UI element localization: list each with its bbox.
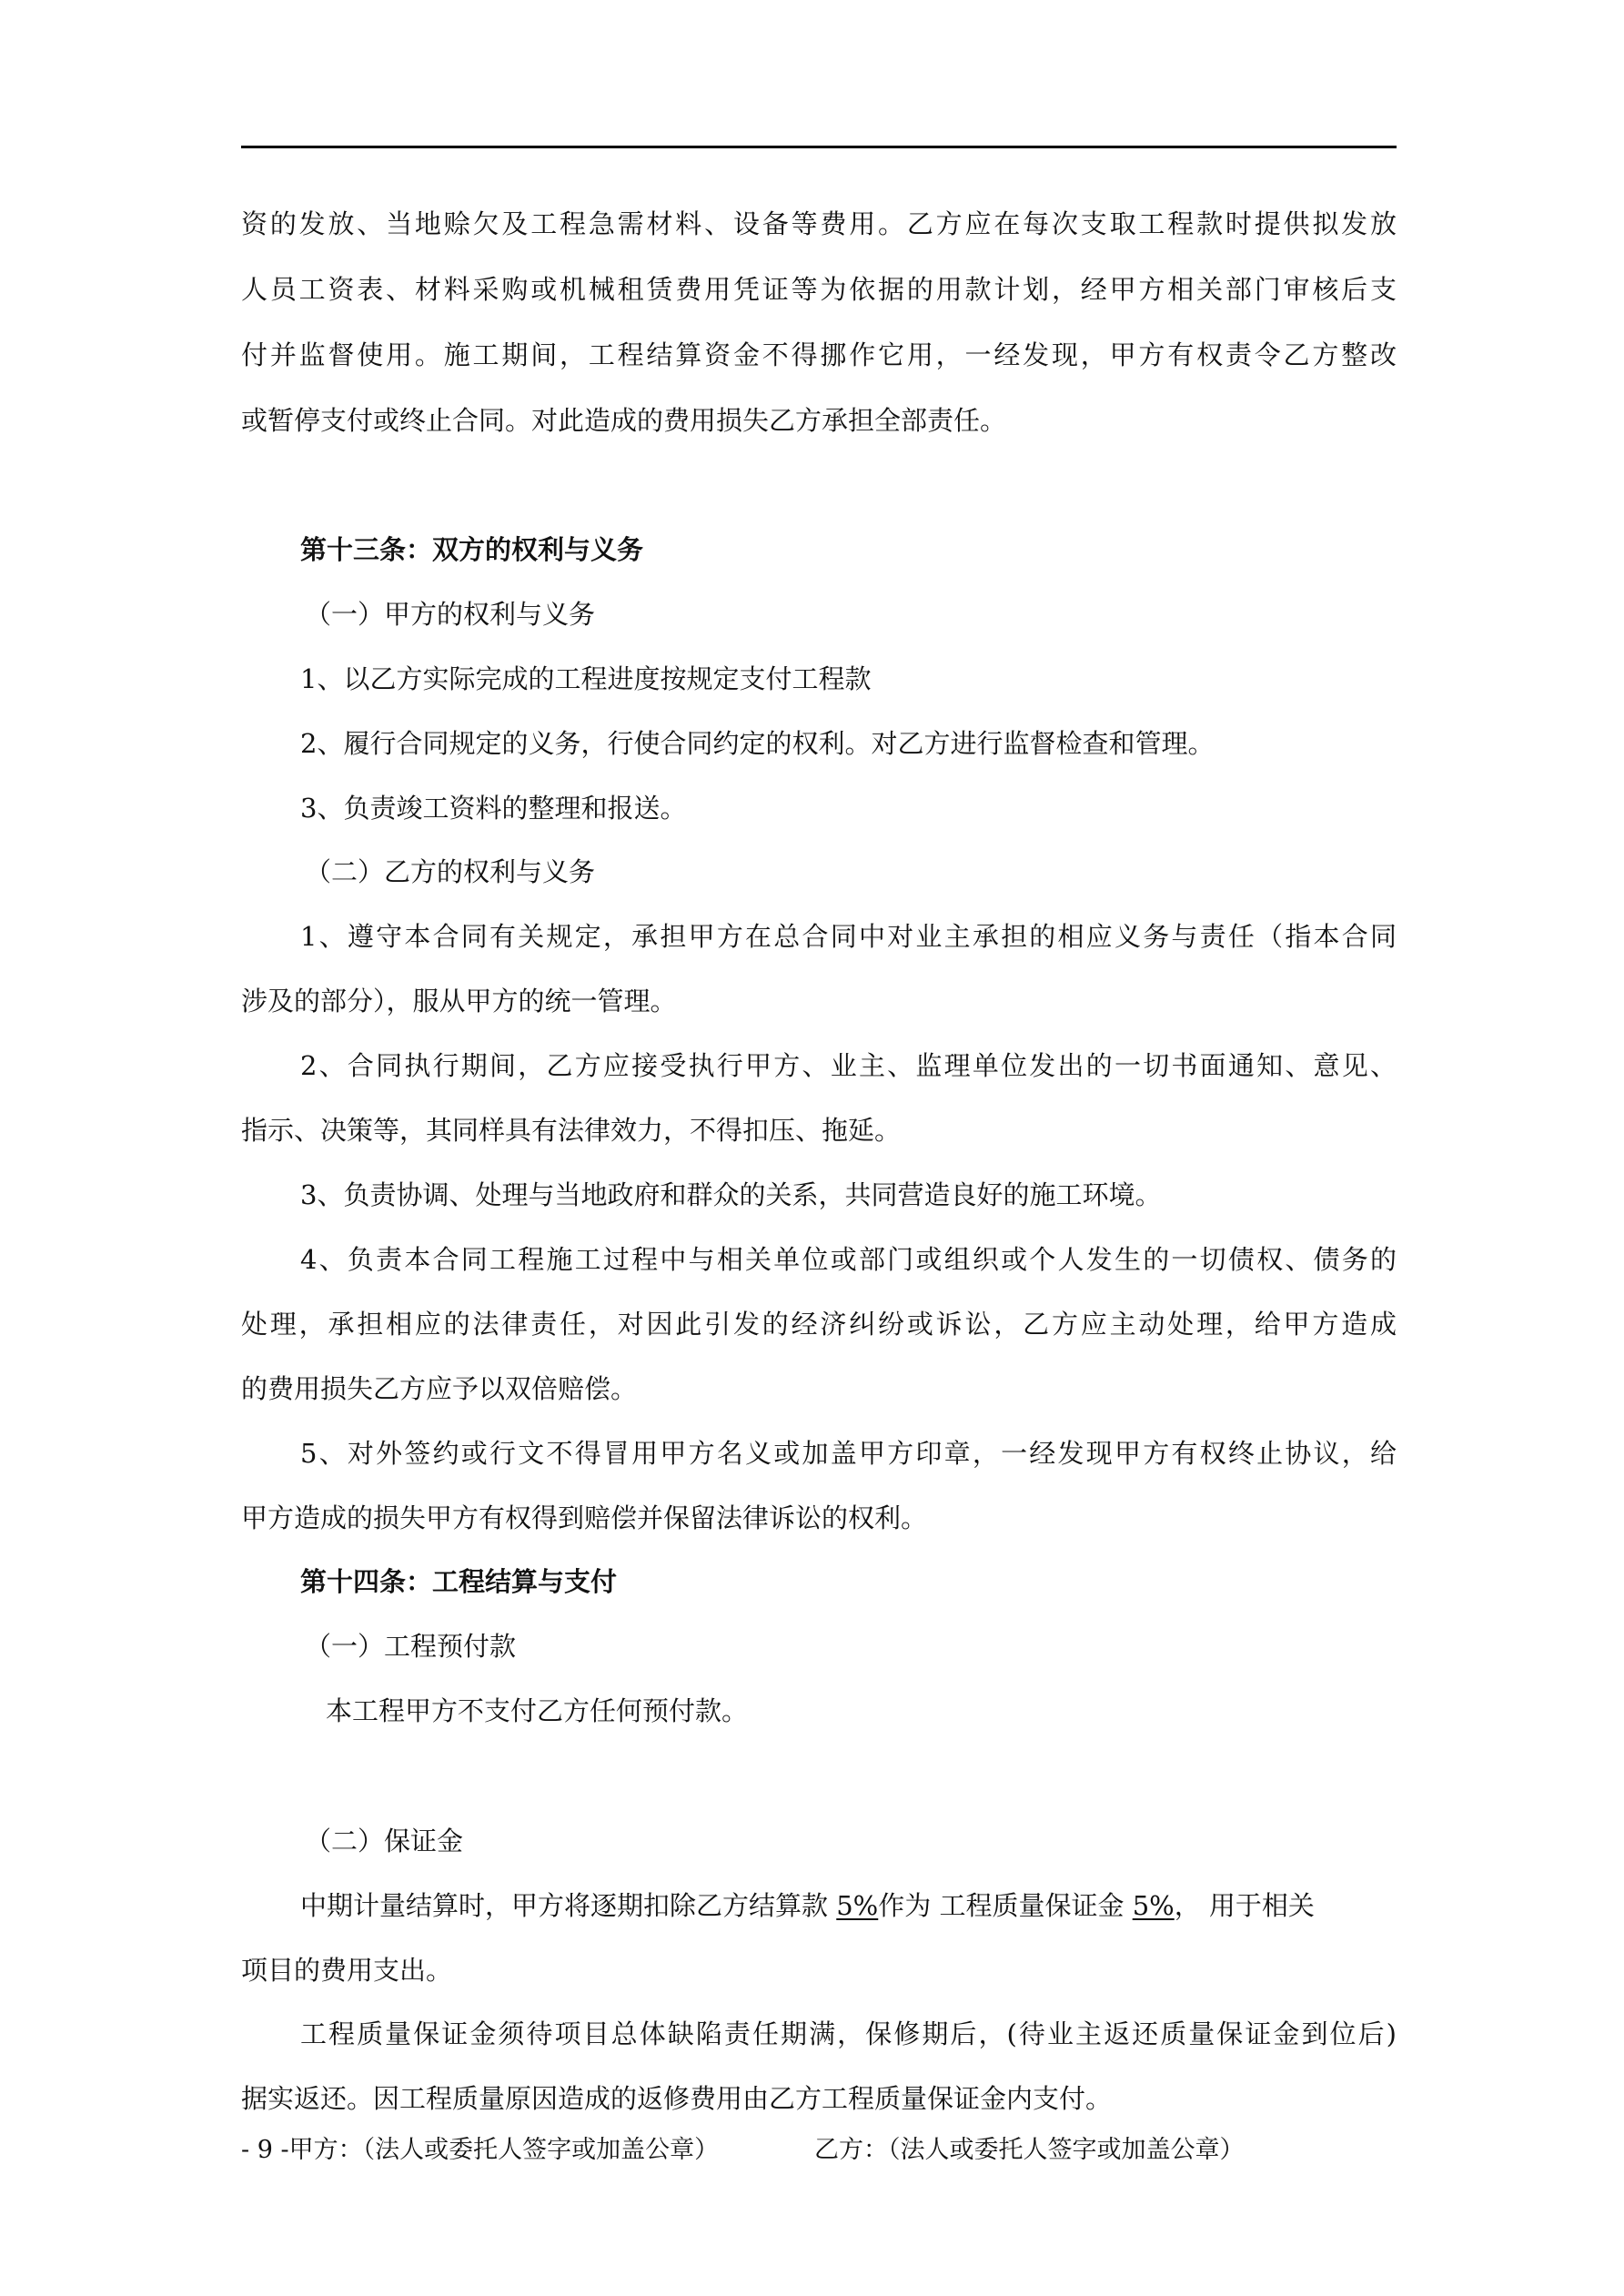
party-b-item-5-line: 5、对外签约或行文不得冒用甲方名义或加盖甲方印章，一经发现甲方有权终止协议，给 <box>300 1438 1397 1469</box>
page-footer <box>241 2132 1424 2169</box>
footer-left <box>241 2132 719 2169</box>
party-b-item-4-line: 4、负责本合同工程施工过程中与相关单位或部门或组织或个人发生的一切债权、债务的 <box>300 1244 1397 1275</box>
deposit-percentage: 5% <box>1132 1890 1175 1921</box>
party-b-item-2-line: 2、合同执行期间，乙方应接受执行甲方、业主、监理单位发出的一切书面通知、意见、 <box>300 1050 1397 1081</box>
party-a-item-1: 1、以乙方实际完成的工程进度按规定支付工程款 <box>300 663 872 694</box>
paragraph-line: 或暂停支付或终止合同。对此造成的费用损失乙方承担全部责任。 <box>241 405 1007 436</box>
page-number: - 9 - <box>241 2136 289 2164</box>
deposit-heading: （二）保证金 <box>305 1826 464 1856</box>
party-b-signature-label: 乙方：（法人或委托人签字或加盖公章） <box>814 2136 1245 2164</box>
party-a-heading: （一）甲方的权利与义务 <box>305 599 596 630</box>
deposit-paragraph-2-line: 工程质量保证金须待项目总体缺陷责任期满，保修期后，(待业主返还质量保证金到位后) <box>300 2018 1397 2049</box>
paragraph-line: 资的发放、当地赊欠及工程急需材料、设备等费用。乙方应在每次支取工程款时提供拟发放 <box>241 208 1397 239</box>
deposit-text: 作为 工程质量保证金 <box>878 1890 1133 1921</box>
header-rule <box>241 146 1397 148</box>
paragraph-line: 人员工资表、材料采购或机械租赁费用凭证等为依据的用款计划，经甲方相关部门审核后支 <box>241 274 1397 305</box>
party-a-signature-label: 甲方：（法人或委托人签字或加盖公章） <box>288 2136 720 2164</box>
party-b-item-5-line: 甲方造成的损失甲方有权得到赔偿并保留法律诉讼的权利。 <box>241 1502 928 1533</box>
article-14-title: 第十四条：工程结算与支付 <box>300 1566 618 1597</box>
deposit-paragraph-1-line <box>300 1887 1397 1924</box>
party-b-item-3: 3、负责协调、处理与当地政府和群众的关系，共同营造良好的施工环境。 <box>300 1179 1162 1210</box>
paragraph-line: 付并监督使用。施工期间，工程结算资金不得挪作它用，一经发现，甲方有权责令乙方整改 <box>241 339 1397 370</box>
deposit-percentage: 5% <box>836 1890 879 1921</box>
article-13-title: 第十三条：双方的权利与义务 <box>300 534 644 565</box>
deposit-paragraph-1-line: 项目的费用支出。 <box>241 1955 453 1986</box>
party-a-item-2: 2、履行合同规定的义务，行使合同约定的权利。对乙方进行监督检查和管理。 <box>300 728 1215 759</box>
party-b-item-4-line: 处理，承担相应的法律责任，对因此引发的经济纠纷或诉讼，乙方应主动处理，给甲方造成 <box>241 1309 1397 1340</box>
advance-payment-heading: （一）工程预付款 <box>305 1631 517 1662</box>
party-b-item-1-line: 1、遵守本合同有关规定，承担甲方在总合同中对业主承担的相应义务与责任（指本合同 <box>300 921 1397 952</box>
deposit-paragraph-2-line: 据实返还。因工程质量原因造成的返修费用由乙方工程质量保证金内支付。 <box>241 2083 1113 2114</box>
party-a-item-3: 3、负责竣工资料的整理和报送。 <box>300 793 687 824</box>
deposit-text: 中期计量结算时，甲方将逐期扣除乙方结算款 <box>300 1890 837 1921</box>
party-b-heading: （二）乙方的权利与义务 <box>305 856 596 887</box>
party-b-item-2-line: 指示、决策等，其同样具有法律效力，不得扣压、拖延。 <box>241 1115 902 1146</box>
deposit-text: ， 用于相关 <box>1174 1890 1315 1921</box>
advance-payment-text: 本工程甲方不支付乙方任何预付款。 <box>326 1695 749 1726</box>
party-b-item-4-line: 的费用损失乙方应予以双倍赔偿。 <box>241 1373 638 1404</box>
party-b-item-1-line: 涉及的部分），服从甲方的统一管理。 <box>241 986 677 1017</box>
